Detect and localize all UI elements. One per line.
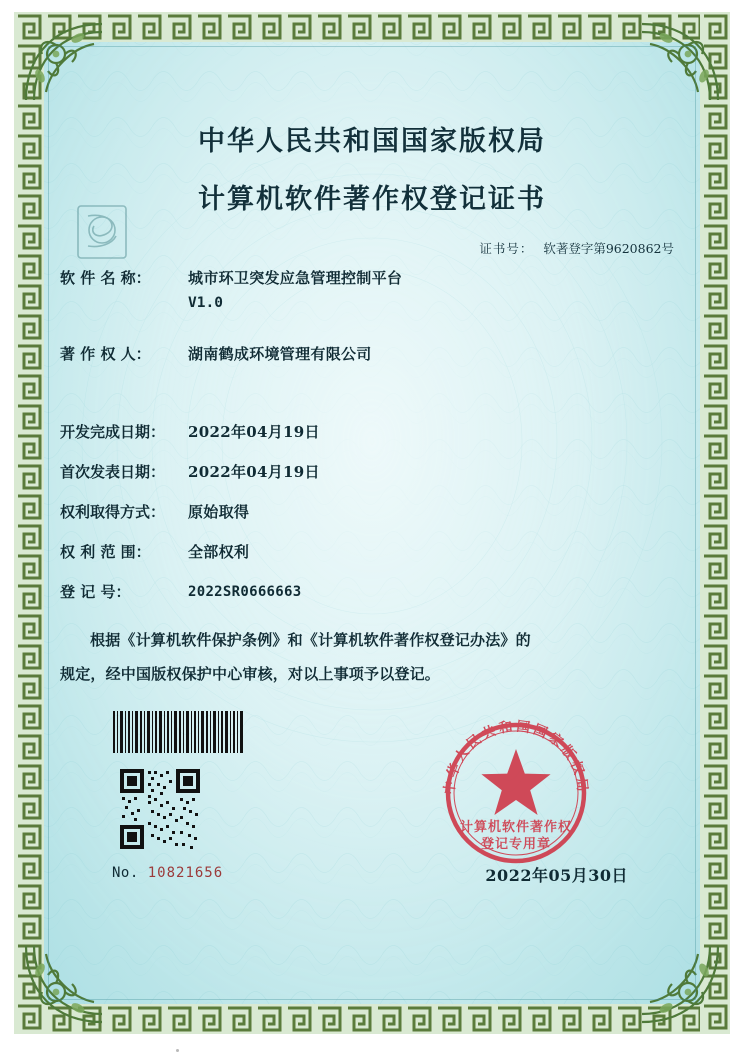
red-star-icon bbox=[481, 749, 550, 815]
rights-acquire-row bbox=[60, 499, 684, 525]
border-ornament-left bbox=[14, 12, 44, 1034]
registration-no-label: 登 记 号： bbox=[60, 582, 131, 601]
certificate-number-value: 软著登字第9620862号 bbox=[543, 240, 674, 256]
border-ornament-bottom bbox=[14, 1004, 730, 1034]
software-name-value: 城市环卫突发应急管理控制平台 bbox=[188, 268, 403, 287]
legal-statement-line-2: 规定，经中国版权保护中心审核，对以上事项予以登记。 bbox=[60, 664, 441, 683]
first-publish-row bbox=[60, 459, 684, 485]
certificate-document bbox=[14, 12, 730, 1034]
serial-number bbox=[112, 865, 223, 881]
software-name-row bbox=[60, 265, 684, 291]
first-publish-label: 首次发表日期： bbox=[60, 462, 166, 481]
software-name-block bbox=[60, 265, 684, 315]
owner-block bbox=[60, 341, 684, 367]
rights-acquire-label: 权利取得方式： bbox=[60, 502, 166, 521]
dev-complete-row bbox=[60, 419, 684, 445]
registration-no-row bbox=[60, 579, 684, 605]
certificate-number-row bbox=[60, 239, 684, 257]
svg-text:计算机软件著作权: 计算机软件著作权 bbox=[459, 819, 573, 835]
owner-value: 湖南鹤成环境管理有限公司 bbox=[188, 344, 372, 363]
scan-crop-mark bbox=[176, 1049, 179, 1052]
issuer-title: 中华人民共和国国家版权局 bbox=[198, 126, 546, 157]
certificate-footer bbox=[60, 705, 684, 895]
dev-complete-value: 2022年04月19日 bbox=[188, 422, 320, 441]
rights-scope-value: 全部权利 bbox=[188, 542, 250, 561]
serial-prefix: No. bbox=[112, 864, 139, 881]
serial-value: 10821656 bbox=[147, 864, 224, 881]
certificate-content bbox=[60, 58, 684, 988]
dev-complete-label: 开发完成日期： bbox=[60, 422, 166, 441]
legal-statement bbox=[60, 623, 684, 691]
rights-scope-label: 权 利 范 围： bbox=[60, 542, 151, 561]
official-seal bbox=[430, 707, 602, 879]
legal-statement-text-1: 根据《计算机软件保护条例》和《计算机软件著作权登记办法》的 bbox=[90, 630, 531, 649]
registration-no-value: 2022SR0666663 bbox=[188, 583, 302, 600]
barcode-icon bbox=[112, 711, 244, 753]
rights-scope-row bbox=[60, 539, 684, 565]
rights-acquire-value: 原始取得 bbox=[188, 502, 250, 521]
svg-text:登记专用章: 登记专用章 bbox=[480, 836, 552, 852]
certificate-number-label: 证书号： bbox=[479, 240, 534, 256]
software-name-label: 软 件 名 称： bbox=[60, 268, 151, 287]
border-ornament-right bbox=[700, 12, 730, 1034]
owner-row bbox=[60, 341, 684, 367]
issue-date: 2022年05月30日 bbox=[485, 865, 628, 885]
document-title: 计算机软件著作权登记证书 bbox=[198, 184, 546, 216]
svg-text:中华人民共和国国家版权局: 中华人民共和国国家版权局 bbox=[441, 718, 591, 796]
owner-label: 著 作 权 人： bbox=[60, 344, 151, 363]
legal-statement-line-1 bbox=[60, 623, 684, 657]
first-publish-value: 2022年04月19日 bbox=[188, 462, 320, 481]
details-block bbox=[60, 419, 684, 605]
border-ornament-top bbox=[14, 12, 730, 42]
software-version-value: V1.0 bbox=[188, 294, 223, 311]
qrcode-icon bbox=[118, 767, 202, 851]
